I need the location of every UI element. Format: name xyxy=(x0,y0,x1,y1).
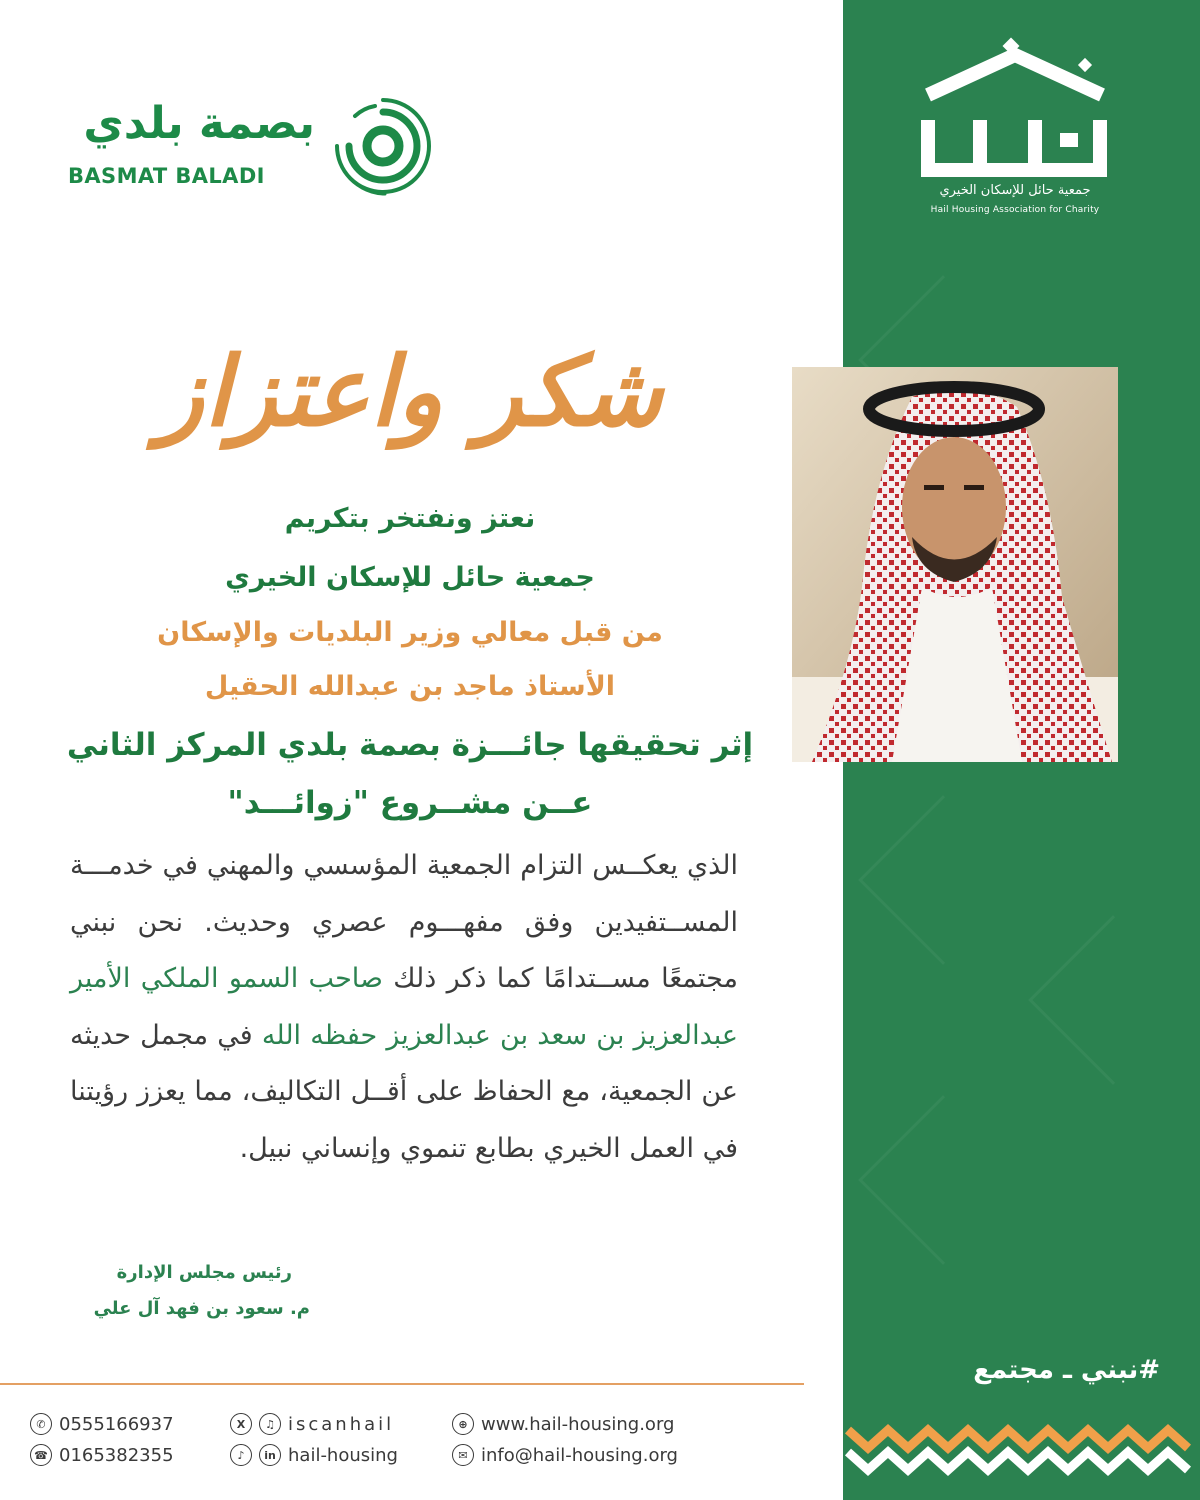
background-chevron xyxy=(858,1095,1028,1265)
snapchat-icon: ♫ xyxy=(259,1413,281,1435)
phone-icon: ☎ xyxy=(30,1444,52,1466)
background-chevron xyxy=(858,795,1028,965)
award-logo-mark xyxy=(325,92,437,200)
association-name-english: Hail Housing Association for Charity xyxy=(930,205,1100,215)
announcement-line-6: عــن مشــروع "زوائـــد" xyxy=(227,785,593,821)
website-url: www.hail-housing.org xyxy=(481,1413,675,1435)
contact-social-1[interactable] xyxy=(230,1413,394,1435)
whatsapp-number: 0555166937 xyxy=(59,1413,174,1435)
social-handle-1: iscanhail xyxy=(288,1413,395,1435)
body-text-part-1: الذي يعكــس التزام الجمعية المؤسسي والمهني في خدمـــة المســتفيدين وفق مفهـــوم عصري وحديث. نحن نبني مجتمعًا مســتدامًا كما ذكر ذلك xyxy=(70,850,738,994)
tiktok-icon: ♪ xyxy=(230,1444,252,1466)
globe-icon: ⊕ xyxy=(452,1413,474,1435)
email-address: info@hail-housing.org xyxy=(481,1444,678,1466)
heading-calligraphy xyxy=(157,300,663,460)
contact-social-2[interactable] xyxy=(230,1444,398,1466)
association-name-arabic: جمعية حائل للإسكان الخيري xyxy=(939,183,1091,198)
x-icon: X xyxy=(230,1413,252,1435)
portrait-illustration xyxy=(792,367,1118,762)
announcement-line-3: من قبل معالي وزير البلديات والإسكان xyxy=(157,617,663,648)
contact-email[interactable] xyxy=(452,1444,678,1466)
hashtag: #نبني ـ مجتمع xyxy=(973,1355,1160,1385)
signature-name: م. سعود بن فهد آل علي xyxy=(93,1298,310,1319)
signature-title: رئيس مجلس الإدارة xyxy=(116,1262,292,1283)
award-logo-english: BASMAT BALADI xyxy=(68,164,265,188)
phone-number: 0165382355 xyxy=(59,1444,174,1466)
linkedin-icon: in xyxy=(259,1444,281,1466)
announcement-line-2: جمعية حائل للإسكان الخيري xyxy=(225,562,595,593)
heading-text: شكر واعتزاز xyxy=(157,335,663,448)
announcement-line-5: إثر تحقيقها جائـــزة بصمة بلدي المركز الثاني xyxy=(66,727,754,763)
contact-website[interactable] xyxy=(452,1413,674,1435)
award-logo-arabic: بصمة بلدي xyxy=(83,98,315,149)
contact-phone[interactable] xyxy=(30,1444,174,1466)
portrait-photo xyxy=(792,367,1118,762)
contact-whatsapp[interactable] xyxy=(30,1413,174,1435)
email-icon: ✉ xyxy=(452,1444,474,1466)
announcement-line-1: نعتز ونفتخر بتكريم xyxy=(284,503,536,534)
footer-divider xyxy=(0,1383,804,1385)
whatsapp-icon: ✆ xyxy=(30,1413,52,1435)
body-highlight: صاحب السمو الملكي الأمير عبدالعزيز بن سعد بن عبدالعزيز حفظه الله xyxy=(70,963,739,1051)
background-chevron xyxy=(1028,915,1198,1085)
body-text-part-2: في مجمل حديثه عن الجمعية، مع الحفاظ على أقــل التكاليف، مما يعزز رؤيتنا في العمل الخيري بطابع تنموي وإنساني نبيل. xyxy=(70,1019,738,1164)
body-paragraph xyxy=(70,838,738,1177)
announcement-line-4: الأستاذ ماجد بن عبدالله الحقيل xyxy=(204,671,616,702)
decorative-pattern xyxy=(843,1410,1200,1480)
social-handle-2: hail-housing xyxy=(288,1444,398,1466)
